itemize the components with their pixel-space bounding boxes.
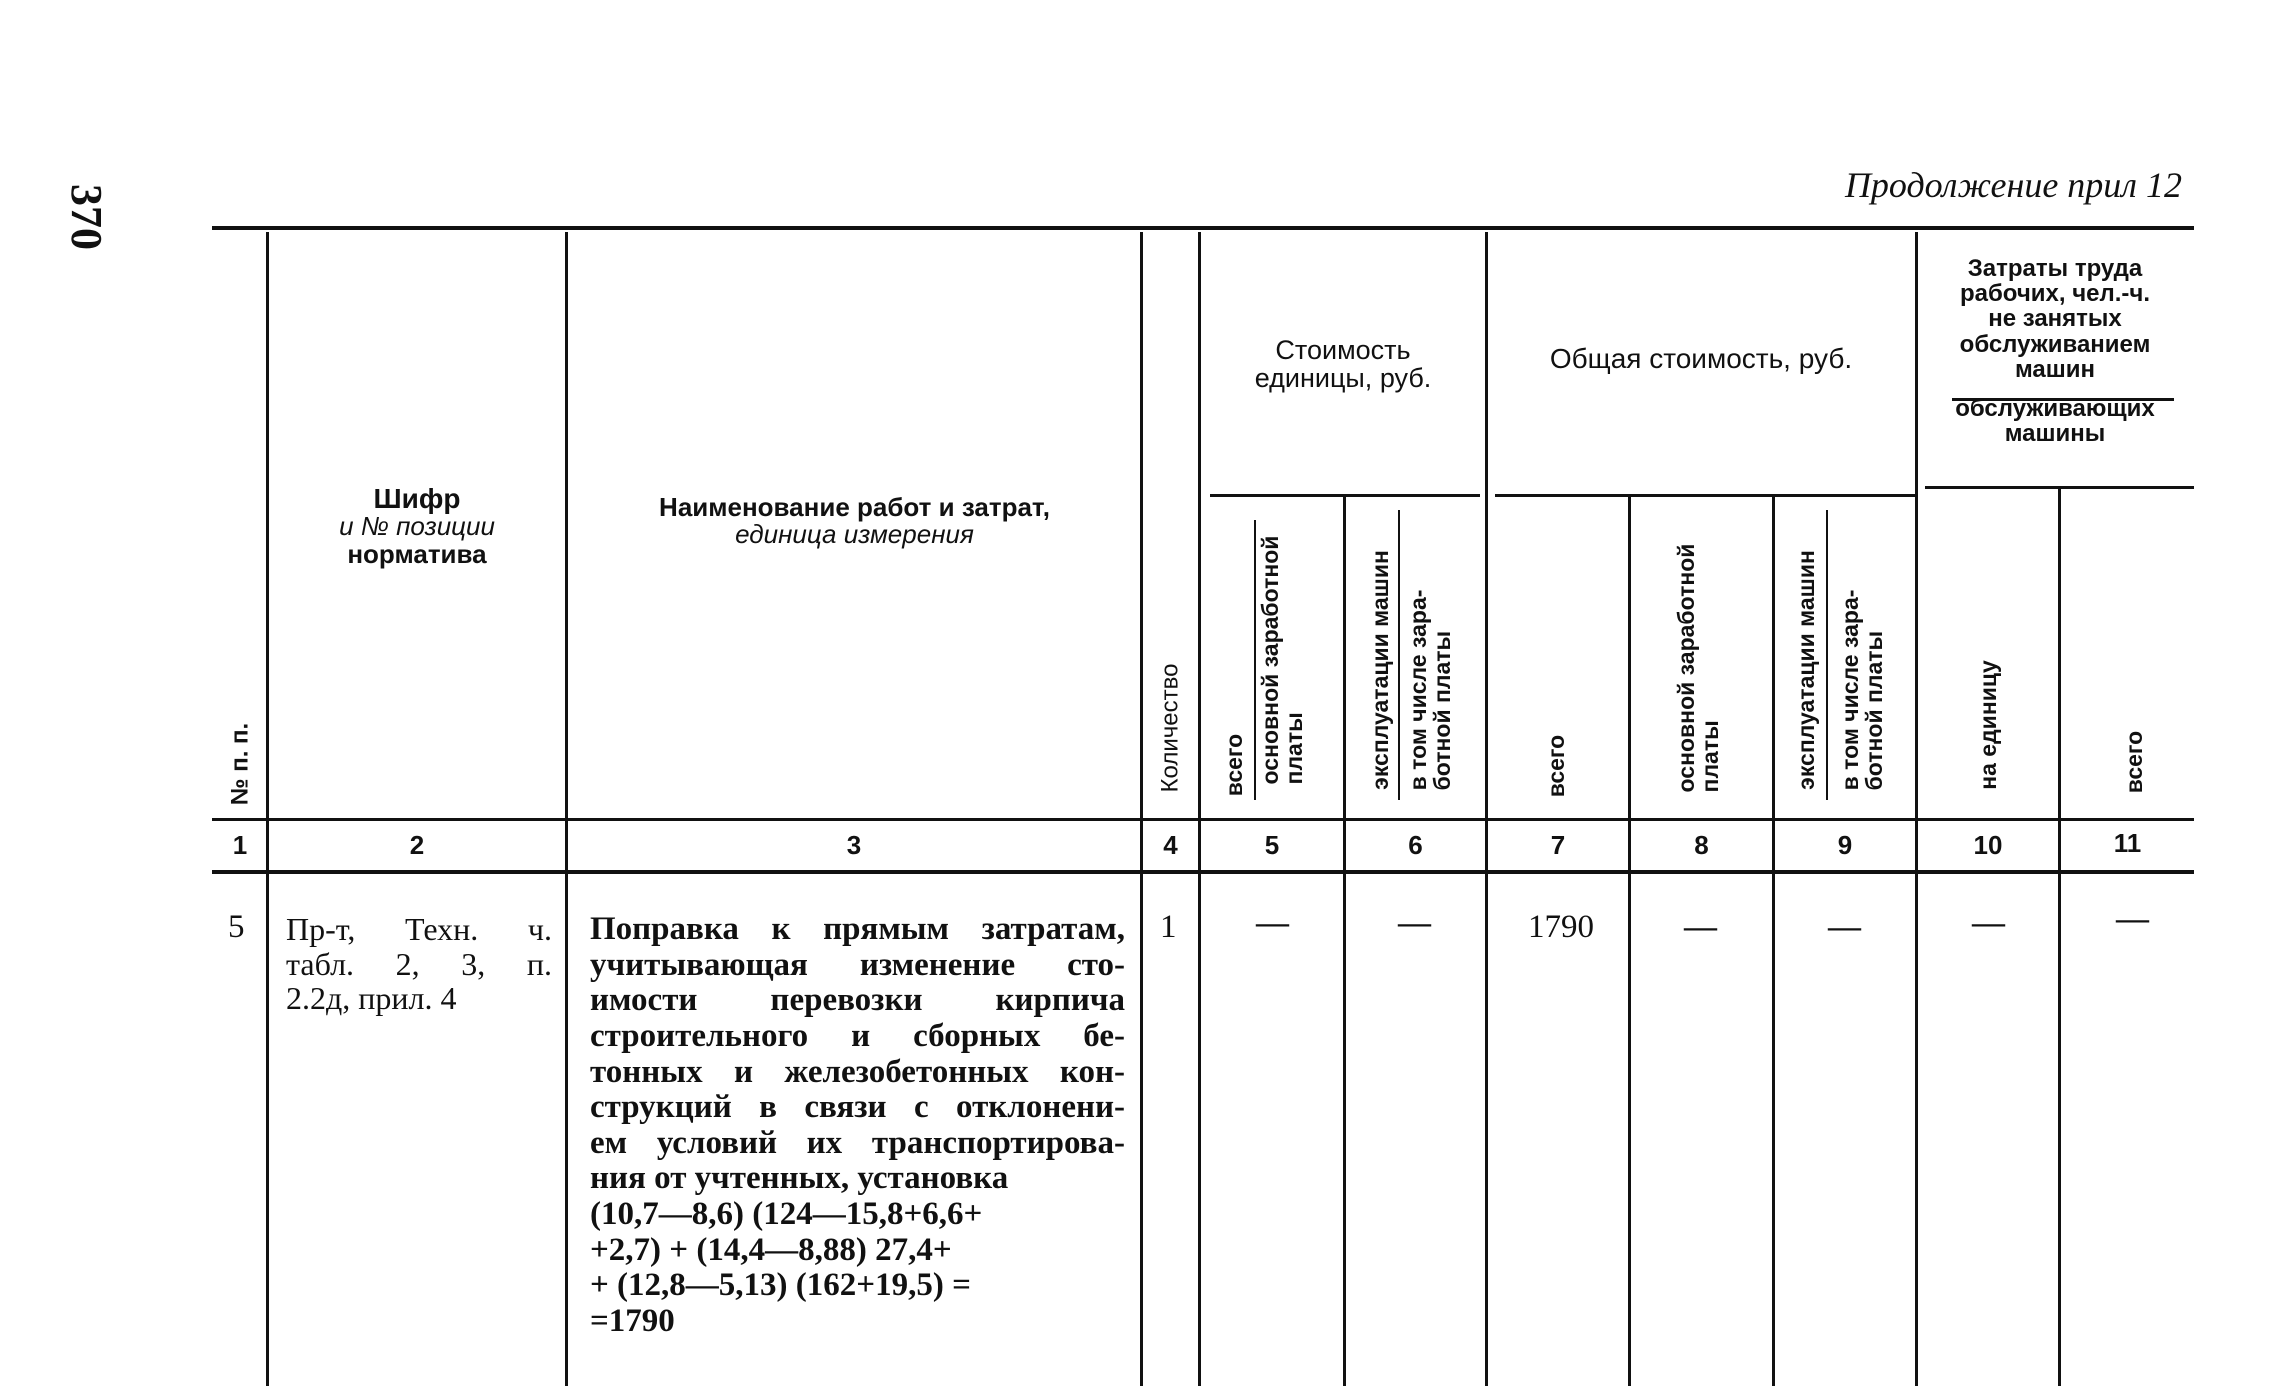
header-col6-sep	[1398, 510, 1400, 800]
header-code-line2: и № позиции	[339, 511, 495, 542]
header-total-cost-group: Общая стоимость, руб.	[1549, 343, 1853, 374]
table-caption: Продолжение прил 12	[1844, 165, 2182, 205]
row-name-line11: + (12,8—5,13) (162+19,5) =	[590, 1267, 971, 1304]
row-name-line9: (10,7—8,6) (124—15,8+6,6+	[590, 1196, 983, 1232]
page-number: 370	[62, 184, 111, 250]
row-name-line3: имости перевозки кирпича	[590, 982, 1125, 1019]
col-divider-6	[1485, 232, 1488, 1386]
header-code-line1: Шифр	[373, 483, 461, 514]
column-number-5: 5	[1264, 830, 1280, 860]
header-col9-wages-line2: ботной платы	[1861, 630, 1887, 791]
header-col6-machines: эксплуатации машин	[1366, 550, 1393, 790]
row-code-line3: 2.2д, прил. 4	[286, 980, 457, 1017]
header-col8-line2: платы	[1697, 720, 1723, 793]
header-name	[572, 494, 1137, 549]
header-col6-wages-line1: в том числе зара-	[1404, 589, 1431, 791]
header-unit-cost-line1: Стоимость	[1275, 335, 1411, 365]
column-number-2: 2	[409, 830, 425, 860]
row-code-line1: Пр-т, Техн. ч.	[286, 911, 552, 947]
header-labor-line5: машин	[2014, 355, 2096, 383]
header-col5-wages-line2: платы	[1281, 712, 1307, 785]
header-col5-sep	[1254, 520, 1256, 800]
col-divider-10	[2058, 489, 2061, 1386]
header-col5-total: всего	[1220, 733, 1247, 797]
col-divider-4	[1198, 232, 1201, 1386]
header-quantity: Количество	[1156, 663, 1184, 793]
header-labor-group	[1919, 256, 2191, 446]
col-divider-7	[1628, 497, 1631, 1386]
row-name-line10: +2,7) + (14,4—8,88) 27,4+	[590, 1231, 952, 1268]
header-col10-per-unit: на единицу	[1974, 660, 2001, 790]
column-number-11: 11	[2113, 828, 2142, 858]
header-col9-wages-line1: в том числе зара-	[1836, 589, 1863, 791]
row-col8: —	[1684, 909, 1717, 945]
total-cost-group-rule	[1495, 494, 1915, 497]
row-name-line4: строительного и сборных бе-	[590, 1017, 1125, 1054]
header-labor-line7: машины	[2004, 420, 2106, 448]
header-col9-wages	[1838, 590, 1886, 791]
row-number: 5	[228, 909, 245, 945]
header-col5-wages-line1: основной заработной	[1256, 535, 1283, 785]
col-divider-5	[1343, 497, 1346, 1386]
header-unit-cost-line2: единицы, руб.	[1254, 363, 1432, 394]
header-col5-wages	[1258, 536, 1306, 785]
row-code-line2: табл. 2, 3, п.	[286, 945, 552, 982]
row-name-line5: тонных и железобетонных кон-	[590, 1053, 1125, 1090]
header-col9-machines: эксплуатации машин	[1792, 550, 1819, 790]
row-col7: 1790	[1528, 909, 1594, 945]
header-labor-line2: рабочих, чел.-ч.	[1959, 280, 2151, 308]
column-number-4: 4	[1163, 830, 1178, 860]
row-name	[590, 912, 1125, 1340]
row-col5: —	[1256, 905, 1289, 941]
row-name-line8: ния от учтенных, установка	[590, 1160, 1009, 1197]
header-col9-sep	[1826, 510, 1828, 800]
row-quantity: 1	[1160, 909, 1177, 945]
row-code	[286, 912, 552, 1016]
header-labor-line3: не занятых	[1988, 305, 2122, 333]
header-col6-wages-line2: ботной платы	[1429, 630, 1455, 791]
column-number-7: 7	[1550, 830, 1566, 860]
column-number-10: 10	[1973, 830, 2003, 860]
row-name-line12: =1790	[590, 1302, 675, 1339]
header-col11-total: всего	[2120, 730, 2147, 794]
column-number-6: 6	[1408, 830, 1423, 860]
header-unit-cost-group	[1202, 336, 1484, 393]
header-row-number: № п. п.	[226, 722, 254, 806]
header-labor-line6: обслуживающих	[1955, 394, 2155, 422]
col-divider-3	[1140, 232, 1143, 1386]
column-number-3: 3	[846, 830, 862, 860]
row-col9: —	[1828, 909, 1861, 945]
header-col6-wages	[1406, 590, 1454, 791]
colnum-bottom-rule	[212, 870, 2194, 874]
header-col8-line1: основной заработной	[1672, 543, 1699, 793]
row-name-line2: учитывающая изменение сто-	[590, 946, 1125, 983]
column-number-1: 1	[232, 830, 248, 860]
column-number-8: 8	[1694, 830, 1709, 860]
row-name-line7: ем условий их транспортирова-	[590, 1124, 1125, 1161]
top-rule	[212, 226, 2194, 230]
header-bottom-rule	[212, 818, 2194, 821]
header-labor-line1: Затраты труда	[1967, 255, 2143, 282]
col-divider-2	[565, 232, 568, 1386]
row-name-line1: Поправка к прямым затратам,	[590, 911, 1125, 947]
row-col11: —	[2116, 901, 2149, 937]
row-col6: —	[1398, 905, 1431, 941]
header-code	[272, 484, 562, 568]
column-number-9: 9	[1837, 830, 1853, 860]
col-divider-9	[1915, 232, 1918, 1386]
row-name-line6: струкций в связи с отклонени-	[590, 1089, 1125, 1126]
col-divider-1	[266, 232, 269, 1386]
header-name-line2: единица измерения	[735, 519, 974, 550]
header-col8-wages	[1674, 544, 1722, 793]
col-divider-8	[1772, 497, 1775, 1386]
header-name-line1: Наименование работ и затрат,	[659, 492, 1050, 522]
header-code-line3: норматива	[347, 538, 487, 569]
header-col7-total: всего	[1542, 734, 1569, 798]
header-labor-line4: обслуживанием	[1959, 330, 2151, 358]
row-col10: —	[1972, 905, 2005, 941]
